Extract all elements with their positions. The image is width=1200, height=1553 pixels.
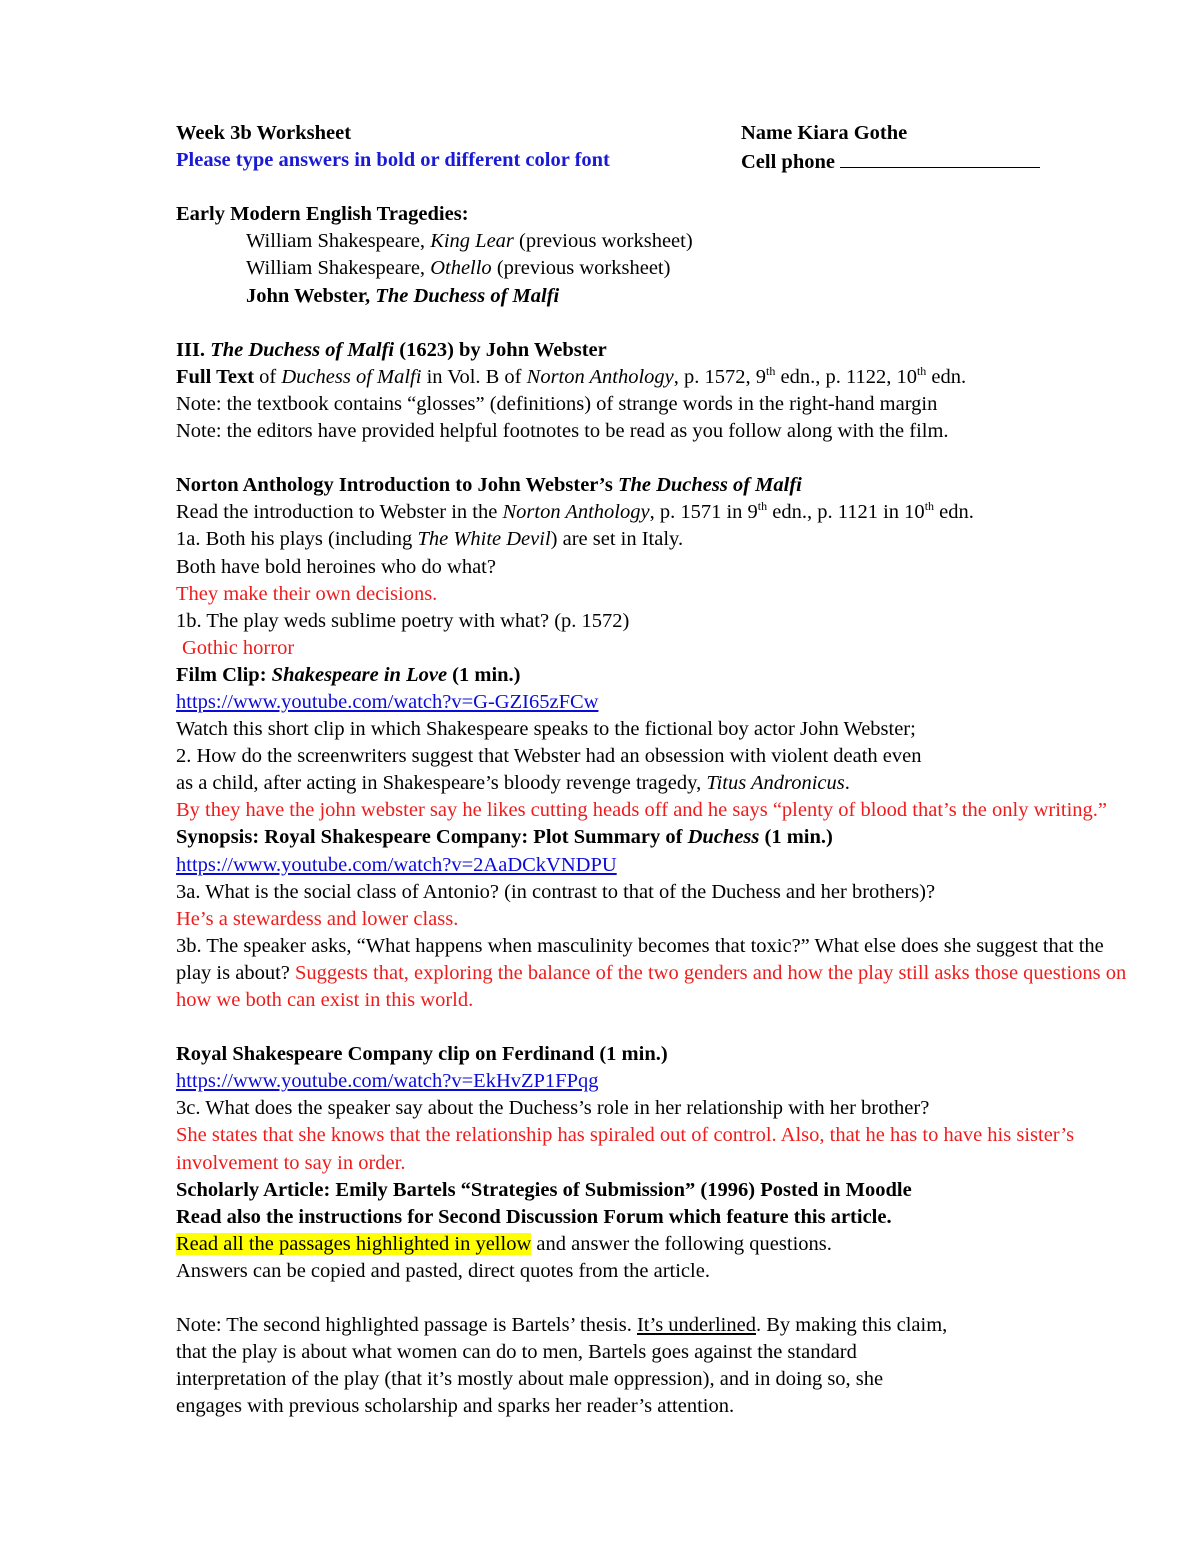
film-clip-description: Watch this short clip in which Shakespeare speaks to the fictional boy actor John Webster;: [176, 718, 916, 741]
thesis-note-line-1: Note: The second highlighted passage is Bartels’ thesis. It’s underlined. By making this claim,: [176, 1314, 948, 1337]
intro-read-instruction: Read the introduction to Webster in the Norton Anthology, p. 1571 in 9th edn., p. 1121 in 10th edn.: [176, 499, 974, 524]
worksheet-page: [176, 120, 1136, 1421]
tragedy-item: William Shakespeare, King Lear (previous worksheet): [246, 230, 693, 253]
ferdinand-heading: Royal Shakespeare Company clip on Ferdinand (1 min.): [176, 1043, 668, 1066]
full-text-reference: Full Text of Duchess of Malfi in Vol. B of Norton Anthology, p. 1572, 9th edn., p. 1122, 10th edn.: [176, 364, 967, 388]
question-1a-part2: Both have bold heroines who do what?: [176, 555, 496, 578]
section-3-heading: III. The Duchess of Malfi (1623) by John Webster: [176, 338, 607, 361]
cell-phone-blank[interactable]: [840, 147, 1040, 168]
worksheet-title: Week 3b Worksheet: [176, 122, 352, 144]
answer-instruction: Please type answers in bold or different color font: [176, 149, 610, 172]
thesis-note-line-3: interpretation of the play (that it’s mostly about male oppression), and in doing so, she: [176, 1368, 884, 1391]
answer-1b[interactable]: Gothic horror: [182, 636, 295, 659]
tragedy-item-current: John Webster, The Duchess of Malfi: [246, 284, 560, 307]
question-3c: 3c. What does the speaker say about the Duchess’s role in her relationship with her brother?: [176, 1097, 930, 1120]
question-1b: 1b. The play weds sublime poetry with what? (p. 1572): [176, 609, 630, 632]
cell-phone-label: Cell phone: [741, 151, 835, 174]
header-row-1: [176, 120, 1136, 147]
answer-3b[interactable]: Suggests that, exploring the balance of the two genders and how the play still asks those questions on how we both can exist in this world.: [176, 961, 1127, 1011]
synopsis-link[interactable]: https://www.youtube.com/watch?v=2AaDCkVNDPU: [176, 853, 617, 876]
ferdinand-link[interactable]: https://www.youtube.com/watch?v=EkHvZP1FPqg: [176, 1070, 599, 1093]
tragedies-heading: Early Modern English Tragedies:: [176, 203, 469, 226]
answer-2[interactable]: By they have the john webster say he likes cutting heads off and he says “plenty of blood that’s the only writing.”: [176, 799, 1108, 822]
thesis-note-line-2: that the play is about what women can do to men, Bartels goes against the standard: [176, 1341, 857, 1364]
footnotes-note: Note: the editors have provided helpful footnotes to be read as you follow along with the film.: [176, 420, 949, 443]
student-name: Name Kiara Gothe: [741, 122, 908, 144]
question-3a: 3a. What is the social class of Antonio? (in contrast to that of the Duchess and her brothers)?: [176, 880, 936, 903]
article-heading: Scholarly Article: Emily Bartels “Strategies of Submission” (1996) Posted in Moodle: [176, 1178, 912, 1201]
question-2: 2. How do the screenwriters suggest that Webster had an obsession with violent death even: [176, 745, 922, 768]
answer-3c[interactable]: She states that she knows that the relationship has spiraled out of control. Also, that he has to have his sister’s involvement to say in order.: [176, 1124, 1075, 1174]
intro-heading: Norton Anthology Introduction to John Webster’s The Duchess of Malfi: [176, 474, 802, 497]
highlighted-text: Read all the passages highlighted in yellow: [176, 1232, 532, 1255]
header-row-2: [176, 147, 1136, 174]
thesis-note-line-4: engages with previous scholarship and sparks her reader’s attention.: [176, 1395, 735, 1418]
synopsis-heading: Synopsis: Royal Shakespeare Company: Plot Summary of Duchess (1 min.): [176, 826, 833, 849]
question-2-cont: as a child, after acting in Shakespeare’s bloody revenge tragedy, Titus Andronicus.: [176, 772, 850, 795]
film-clip-heading: Film Clip: Shakespeare in Love (1 min.): [176, 663, 521, 686]
answers-note: Answers can be copied and pasted, direct quotes from the article.: [176, 1259, 710, 1282]
answer-3a[interactable]: He’s a stewardess and lower class.: [176, 907, 459, 930]
film-clip-link[interactable]: https://www.youtube.com/watch?v=G-GZI65zFCw: [176, 690, 599, 713]
article-forum-instruction: Read also the instructions for Second Discussion Forum which feature this article.: [176, 1205, 892, 1228]
highlight-instruction: Read all the passages highlighted in yellow and answer the following questions.: [176, 1232, 832, 1255]
tragedy-item: William Shakespeare, Othello (previous worksheet): [246, 257, 671, 280]
answer-1a[interactable]: They make their own decisions.: [176, 582, 438, 605]
question-1a: 1a. Both his plays (including The White Devil) are set in Italy.: [176, 528, 684, 551]
cell-phone-field[interactable]: [741, 147, 1040, 176]
glosses-note: Note: the textbook contains “glosses” (definitions) of strange words in the right-hand margin: [176, 392, 938, 415]
question-3b: 3b. The speaker asks, “What happens when masculinity becomes that toxic?” What else does she suggest that the play is about? Suggests that, exploring the balance of the two genders and how the play still asks those questions on how we both can exist in this world.: [176, 934, 1127, 1011]
